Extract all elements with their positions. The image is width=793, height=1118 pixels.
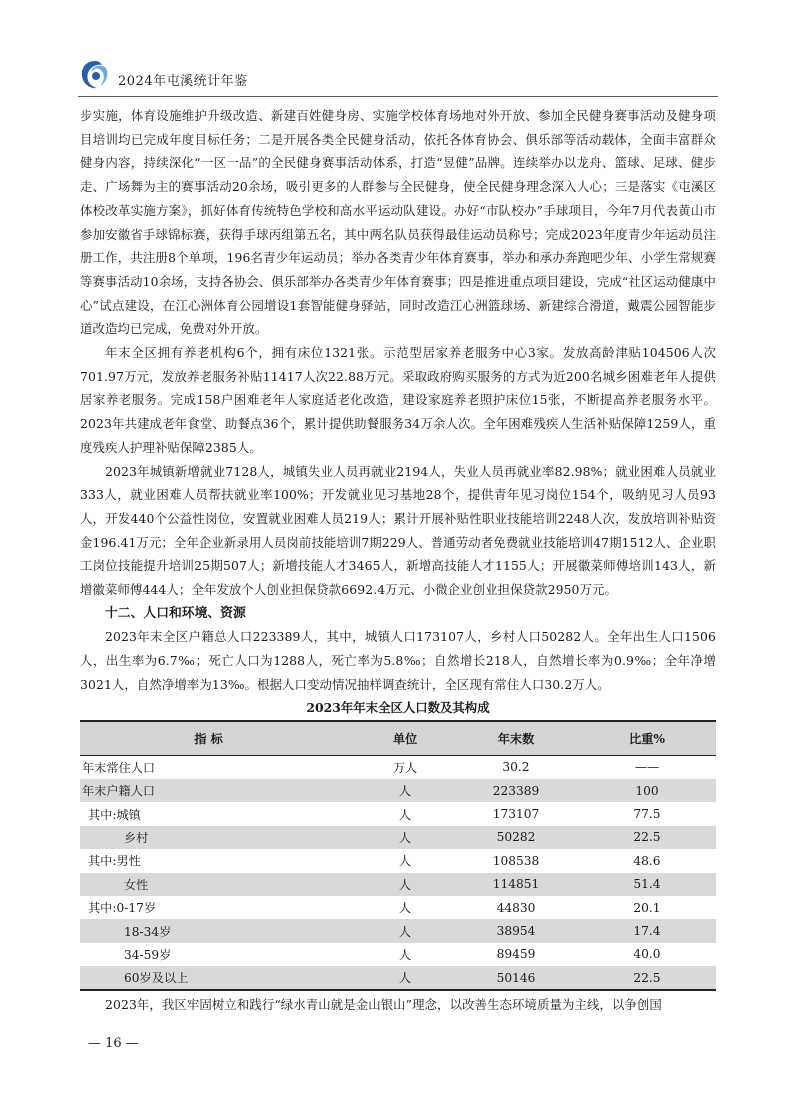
table-row (80, 896, 716, 919)
population-table (80, 720, 716, 992)
row-value: 89459 (496, 947, 536, 962)
row-unit: 人 (356, 966, 454, 990)
row-unit: 人 (398, 807, 412, 822)
row-share: 100 (578, 779, 716, 802)
row-unit: 万人 (392, 760, 418, 775)
row-indicator: 女性 (80, 873, 356, 896)
header-rule (78, 96, 718, 97)
row-value: 50282 (454, 826, 578, 849)
row-value: 173107 (492, 807, 540, 822)
row-share: 22.5 (578, 966, 716, 990)
row-unit: 人 (356, 826, 454, 849)
row-unit: 人 (398, 854, 412, 869)
header-unit: 单位 (356, 721, 454, 756)
table-row (80, 849, 716, 872)
row-indicator: 18-34岁 (80, 919, 356, 942)
page-number: — 16 — (88, 1036, 139, 1051)
row-indicator: 年末常住人口 (82, 760, 156, 775)
row-indicator: 年末户籍人口 (80, 779, 356, 802)
row-value: 50146 (454, 966, 578, 990)
row-share: 17.4 (578, 919, 716, 942)
row-unit: 人 (356, 779, 454, 802)
row-share: 77.5 (633, 807, 661, 822)
table-header-row (80, 721, 716, 756)
row-indicator: 乡村 (80, 826, 356, 849)
main-content (80, 104, 716, 1017)
paragraph-environment: 2023年，我区牢固树立和践行“绿水青山就是金山银山”理念，以改善生态环境质量为主线，以争创国 (105, 997, 662, 1013)
section-heading: 十二、人口和环境、资源 (105, 605, 246, 621)
row-unit: 人 (356, 919, 454, 942)
row-indicator: 其中:男性 (88, 854, 141, 869)
row-share: 48.6 (633, 853, 661, 868)
row-share: 20.1 (633, 900, 661, 915)
row-value: 114851 (454, 873, 578, 896)
table-row (80, 826, 716, 849)
table-row (80, 779, 716, 802)
header-value: 年末数 (454, 721, 578, 756)
row-value: 30.2 (502, 760, 530, 775)
table-row (80, 802, 716, 825)
row-indicator: 34-59岁 (124, 947, 172, 962)
row-unit: 人 (398, 901, 412, 916)
row-share: —— (634, 760, 660, 775)
yearbook-logo-icon (78, 58, 112, 96)
paragraph-sports: 步实施，体育设施维护升级改造、新建百姓健身房、实施学校体育场地对外开放、参加全民健身赛事活动及健身项目培训均已完成年度目标任务；二是开展各类全民健身活动，依托各体育协会、俱乐部等活动载体，全面丰富群众健身内容，持续深化“一区一品”的全民健身赛事活动体系，打造“昱健”品牌。连续举办以龙舟、篮球、足球、健步走、广场舞为主的赛事活动20余场，吸引更多的人群参与全民健身，使全民健身理念深入人心；三是落实《屯溪区体校改革实施方案》，抓好体育传统特色学校和高水平运动队建设。办好“市队校办”手球项目，今年7月代表黄山市参加安徽省手球锦标赛，获得手球丙组第五名，其中两名队员获得最佳运动员称号；完成2023年度青少年运动员注册工作，共注册8个单项，196名青少年运动员；举办各类青少年体育赛事，举办和承办奔跑吧少年、小学生常规赛等赛事活动10余场，支持各协会、俱乐部举办各类青少年体育赛事；四是推进重点项目建设，完成“社区运动健康中心”试点建设，在江心洲体育公园增设1套智能健身驿站，同时改造江心洲篮球场、新建综合滑道，戴震公园智能步道改造均已完成，免费对外开放。 (80, 108, 716, 337)
table-row (80, 873, 716, 896)
paragraph-population: 2023年末全区户籍总人口223389人，其中，城镇人口173107人，乡村人口50282人。全年出生人口1506人，出生率为6.7‰；死亡人口为1288人，死亡率为5.8‰；自然增长218人，自然增长率为0.9‰；全年净增3021人，自然净增率为13‰。根据人口变动情况抽样调查统计，全区现有常住人口30.2万人。 (80, 629, 716, 692)
row-share: 40.0 (633, 947, 661, 962)
table-title: 2023年年末全区人口数及其构成 (306, 699, 490, 715)
paragraph-employment: 2023年城镇新增就业7128人，城镇失业人员再就业2194人，失业人员再就业率82.98%；就业困难人员就业333人，就业困难人员帮扶就业率100%；开发就业见习基地28个，提供青年见习岗位154个，吸纳见习人员93人，开发440个公益性岗位，安置就业困难人员219人；累计开展补贴性职业技能培训2248人次，发放培训补贴资金196.41万元；全年企业新录用人员岗前技能培训7期229人、普通劳动者免费就业技能培训47期1512人、企业职工岗位技能提升培训25期507人；新增技能人才3465人，新增高技能人才1155人；开展徽菜师傅培训143人，新增徽菜师傅444人；全年发放个人创业担保贷款6692.4万元、小微企业创业担保贷款2950万元。 (80, 463, 716, 598)
row-indicator: 60岁及以上 (80, 966, 356, 990)
header-share: 比重% (578, 721, 716, 756)
row-value: 223389 (454, 779, 578, 802)
row-unit: 人 (356, 873, 454, 896)
table-row (80, 755, 716, 779)
row-indicator: 其中:0-17岁 (88, 901, 157, 916)
row-indicator: 其中:城镇 (88, 807, 141, 822)
row-value: 108538 (492, 853, 540, 868)
row-value: 38954 (454, 919, 578, 942)
row-share: 51.4 (578, 873, 716, 896)
paragraph-elderly-care: 年末全区拥有养老机构6个，拥有床位1321张。示范型居家养老服务中心3家。发放高龄津贴104506人次701.97万元，发放养老服务补贴11417人次22.88万元。采取政府购买服务的方式为近200名城乡困难老年人提供居家养老服务。完成158户困难老年人家庭适老化改造，建设家庭养老照护床位15张，不断提高养老服务水平。2023年共建成老年食堂、助餐点36个，累计提供助餐服务34万余人次。全年困难残疾人生活补贴保障1259人，重度残疾人护理补贴保障2385人。 (80, 345, 716, 455)
page-header (78, 56, 718, 100)
row-share: 22.5 (578, 826, 716, 849)
row-unit: 人 (398, 947, 412, 962)
yearbook-title: 2024年屯溪统计年鉴 (118, 74, 248, 89)
table-row (80, 943, 716, 966)
row-value: 44830 (496, 900, 536, 915)
table-row (80, 919, 716, 942)
header-indicator: 指 标 (80, 721, 356, 756)
table-row (80, 966, 716, 990)
